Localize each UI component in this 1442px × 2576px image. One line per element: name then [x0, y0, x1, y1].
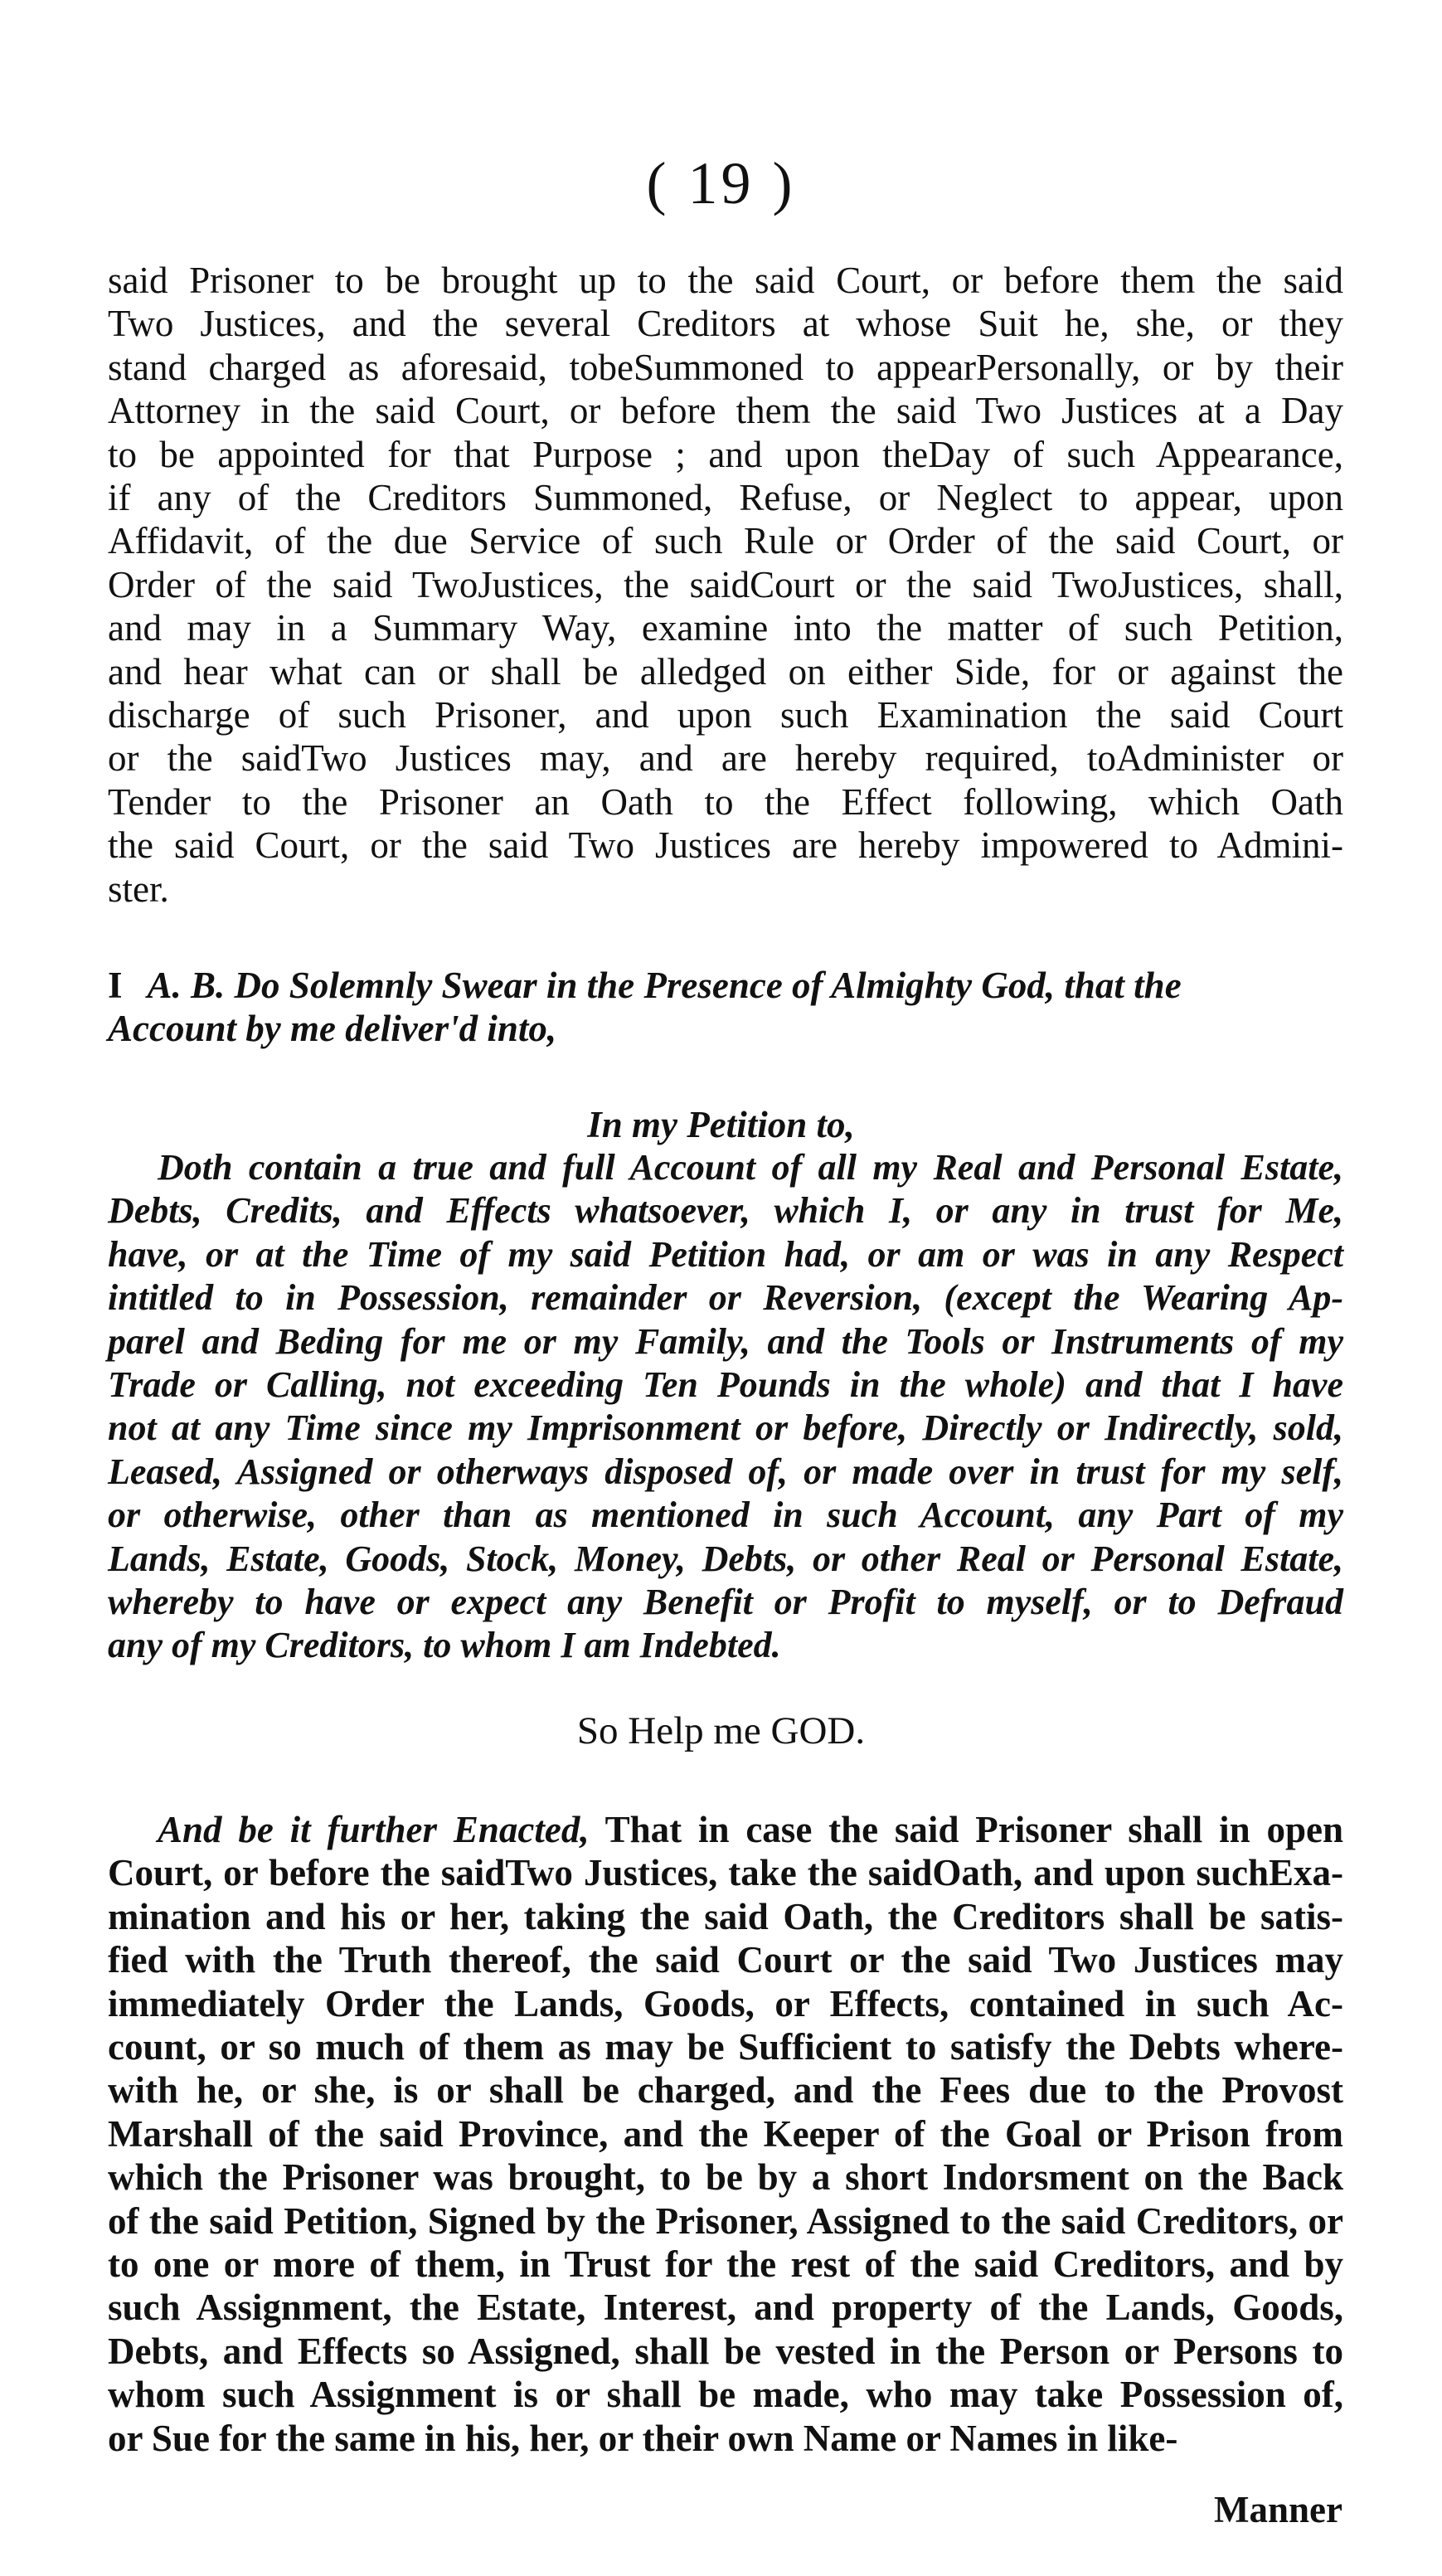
oath-line: Lands, Estate, Goods, Stock, Money, Debts, or other Real or Personal Estate,: [108, 1538, 1343, 1579]
oath-pronoun: I: [108, 965, 123, 1006]
oath-intro: [108, 964, 1343, 1050]
paragraph-2-line: with he, or she, is or shall be charged, and the Fees due to the Provost: [108, 2069, 1343, 2112]
paragraph-1-line: stand charged as aforesaid, tobeSummoned to appearPersonally, or by their: [108, 346, 1343, 388]
paragraph-1-line: to be appointed for that Purpose ; and upon theDay of such Appearance,: [108, 433, 1343, 475]
petition-heading: In my Petition to,: [587, 1104, 855, 1145]
oath-line: Leased, Assigned or otherways disposed of, or made over in trust for my self,: [108, 1451, 1343, 1492]
oath-line: parel and Beding for me or my Family, and the Tools or Instruments of my: [108, 1320, 1343, 1362]
catchword: Manner: [1214, 2489, 1342, 2530]
paragraph-2-line: mination and his or her, taking the said Oath, the Creditors shall be satis-: [108, 1895, 1343, 1937]
paragraph-2-line: fied with the Truth thereof, the said Court or the said Two Justices may: [108, 1939, 1343, 1981]
so-help-me-god: So Help me GOD.: [576, 1709, 866, 1752]
paragraph-2-line: to one or more of them, in Trust for the rest of the said Creditors, and by: [108, 2243, 1343, 2286]
page-number: ( 19 ): [646, 150, 796, 216]
paragraph-1-line: or the saidTwo Justices may, and are hereby required, toAdminister or: [108, 737, 1343, 780]
paragraph-1-line: Two Justices, and the several Creditors at whose Suit he, she, or they: [108, 303, 1343, 345]
paragraph-1-line: the said Court, or the said Two Justices are hereby impowered to Admini-: [108, 824, 1343, 867]
oath-intro-text: A. B. Do Solemnly Swear in the Presence of Almighty God, that the: [147, 965, 1182, 1006]
paragraph-1-line: and may in a Summary Way, examine into the matter of such Petition,: [108, 607, 1343, 649]
oath-intro-line-2: Account by me deliver'd into,: [108, 1008, 557, 1049]
paragraph-2-line: such Assignment, the Estate, Interest, and property of the Lands, Goods,: [108, 2287, 1343, 2329]
oath-line: or otherwise, other than as mentioned in such Account, any Part of my: [108, 1495, 1343, 1536]
enacting-clause: And be it further Enacted,: [158, 1809, 590, 1850]
paragraph-2-line: of the said Petition, Signed by the Prisoner, Assigned to the said Creditors, or: [108, 2199, 1343, 2242]
oath-line: Debts, Credits, and Effects whatsoever, which I, or any in trust for Me,: [108, 1190, 1343, 1232]
paragraph-2-line: or Sue for the same in his, her, or their own Name or Names in like-: [108, 2417, 1178, 2459]
paragraph-2-first-line: [108, 1808, 1343, 1851]
paragraph-1-line: ster.: [108, 868, 169, 910]
paragraph-2-line: Debts, and Effects so Assigned, shall be vested in the Person or Persons to: [108, 2330, 1343, 2372]
paragraph-1-line: Attorney in the said Court, or before them the said Two Justices at a Day: [108, 390, 1343, 432]
oath-body: [108, 1146, 1343, 1668]
paragraph-1-line: and hear what can or shall be alledged on either Side, for or against the: [108, 650, 1343, 693]
oath-line: intitled to in Possession, remainder or Reversion, (except the Wearing Ap-: [108, 1277, 1343, 1319]
oath-line: have, or at the Time of my said Petition had, or am or was in any Respect: [108, 1233, 1343, 1275]
paragraph-2-line: which the Prisoner was brought, to be by a short Indorsment on the Back: [108, 2156, 1343, 2199]
paragraph-2: [108, 1808, 1343, 2460]
paragraph-2-line: Marshall of the said Province, and the Keeper of the Goal or Prison from: [108, 2112, 1343, 2155]
paragraph-2-line: whom such Assignment is or shall be made, who may take Possession of,: [108, 2374, 1343, 2416]
paragraph-1-line: Affidavit, of the due Service of such Rule or Order of the said Court, or: [108, 520, 1343, 562]
paragraph-1-line: Order of the said TwoJustices, the saidCourt or the said TwoJustices, shall,: [108, 563, 1343, 605]
paragraph-1: [108, 259, 1343, 911]
paragraph-1-line: if any of the Creditors Summoned, Refuse, or Neglect to appear, upon: [108, 477, 1343, 519]
paragraph-2-line: count, or so much of them as may be Sufficient to satisfy the Debts where-: [108, 2026, 1343, 2068]
paragraph-2-line: Court, or before the saidTwo Justices, take the saidOath, and upon suchExa-: [108, 1852, 1343, 1894]
oath-line: Doth contain a true and full Account of all my Real and Personal Estate,: [158, 1147, 1343, 1188]
paragraph-1-line: discharge of such Prisoner, and upon such Examination the said Court: [108, 694, 1343, 736]
oath-line: Trade or Calling, not exceeding Ten Pounds in the whole) and that I have: [108, 1364, 1343, 1406]
paragraph-2-first-line-text: That in case the said Prisoner shall in open: [604, 1809, 1343, 1850]
paragraph-1-line: Tender to the Prisoner an Oath to the Effect following, which Oath: [108, 780, 1343, 823]
paragraph-2-line: immediately Order the Lands, Goods, or Effects, contained in such Ac-: [108, 1982, 1343, 2024]
oath-line: not at any Time since my Imprisonment or before, Directly or Indirectly, sold,: [108, 1407, 1343, 1449]
paragraph-1-line: said Prisoner to be brought up to the said Court, or before them the said: [108, 260, 1343, 301]
oath-line: whereby to have or expect any Benefit or Profit to myself, or to Defraud: [108, 1582, 1343, 1623]
oath-intro-line-1: [108, 964, 1343, 1007]
oath-line: any of my Creditors, to whom I am Indebted.: [108, 1625, 781, 1666]
